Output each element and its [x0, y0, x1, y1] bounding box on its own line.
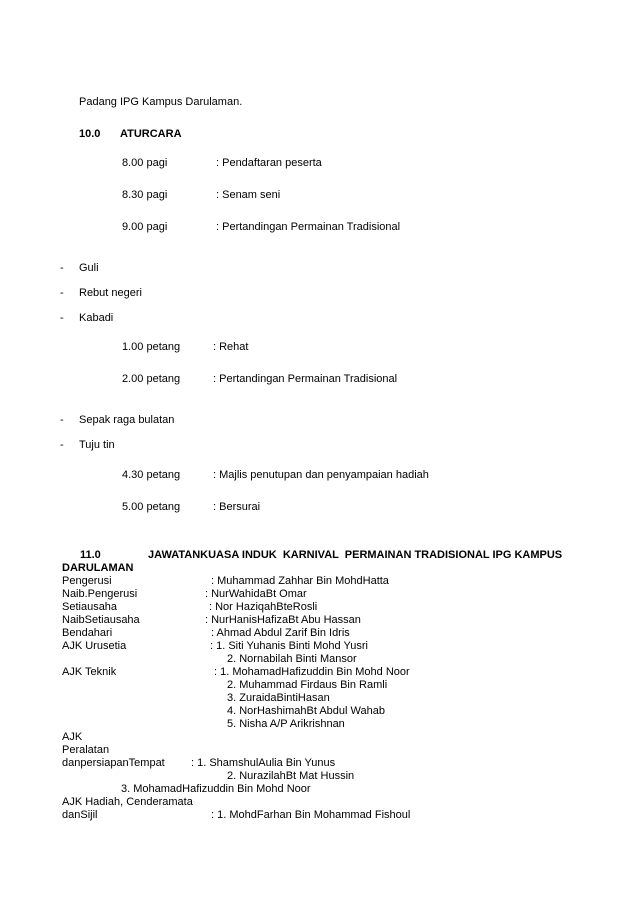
role-value: 2. NurazilahBt Mat Hussin — [227, 770, 355, 782]
list-bullet: - — [60, 287, 64, 299]
schedule-time: 8.30 pagi — [122, 189, 168, 201]
role-label: Pengerusi — [62, 575, 112, 587]
role-label: AJK Hadiah, Cenderamata — [62, 796, 193, 808]
section-11-title: JAWATANKUASA INDUK KARNIVAL PERMAINAN TRADISIONAL IPG KAMPUS — [148, 549, 563, 561]
list-item: Guli — [79, 262, 99, 274]
schedule-desc: : Bersurai — [213, 501, 261, 513]
section-11-title-cont: DARULAMAN — [62, 562, 134, 574]
role-value: : 1. Siti Yuhanis Binti Mohd Yusri — [210, 640, 368, 652]
schedule-desc: : Majlis penutupan dan penyampaian hadiah — [213, 469, 429, 481]
role-value: 2. Nornabilah Binti Mansor — [227, 653, 357, 665]
role-label: Naib.Pengerusi — [62, 588, 138, 600]
role-value: : NurWahidaBt Omar — [205, 588, 307, 600]
role-label: Setiausaha — [62, 601, 118, 613]
role-label: AJK — [62, 731, 83, 743]
role-value: 3. MohamadHafizuddin Bin Mohd Noor — [121, 783, 311, 795]
role-label: AJK Urusetia — [62, 640, 127, 652]
role-value: : 1. MohamadHafizuddin Bin Mohd Noor — [214, 666, 410, 678]
role-label: Peralatan — [62, 744, 110, 756]
role-value: : NurHanisHafizaBt Abu Hassan — [205, 614, 361, 626]
role-value: 4. NorHashimahBt Abdul Wahab — [227, 705, 385, 717]
schedule-time: 4.30 petang — [122, 469, 181, 481]
schedule-desc: : Rehat — [213, 341, 249, 353]
role-label: danpersiapanTempat — [62, 757, 165, 769]
schedule-time: 1.00 petang — [122, 341, 181, 353]
role-value: 5. Nisha A/P Arikrishnan — [227, 718, 345, 730]
role-value: : 1. MohdFarhan Bin Mohammad Fishoul — [211, 809, 411, 821]
list-bullet: - — [60, 312, 64, 324]
role-value: : Nor HaziqahBteRosli — [209, 601, 318, 613]
list-bullet: - — [60, 439, 64, 451]
role-label: NaibSetiausaha — [62, 614, 140, 626]
schedule-time: 9.00 pagi — [122, 221, 168, 233]
role-value: : Muhammad Zahhar Bin MohdHatta — [211, 575, 389, 587]
list-item: Kabadi — [79, 312, 114, 324]
schedule-desc: : Pertandingan Permainan Tradisional — [216, 221, 401, 233]
role-value: 3. ZuraidaBintiHasan — [227, 692, 330, 704]
section-10-number: 10.0 — [79, 128, 101, 140]
role-value: : 1. ShamshulAulia Bin Yunus — [191, 757, 336, 769]
intro-line: Padang IPG Kampus Darulaman. — [79, 96, 243, 108]
list-bullet: - — [60, 262, 64, 274]
list-item: Rebut negeri — [79, 287, 142, 299]
role-value: 2. Muhammad Firdaus Bin Ramli — [227, 679, 388, 691]
section-11-number: 11.0 — [80, 549, 101, 561]
schedule-time: 2.00 petang — [122, 373, 181, 385]
list-item: Tuju tin — [79, 439, 115, 451]
role-value: : Ahmad Abdul Zarif Bin Idris — [211, 627, 350, 639]
schedule-desc: : Pertandingan Permainan Tradisional — [213, 373, 398, 385]
section-10-title: ATURCARA — [120, 128, 182, 140]
list-bullet: - — [60, 414, 64, 426]
role-label: AJK Teknik — [62, 666, 117, 678]
schedule-time: 5.00 petang — [122, 501, 181, 513]
schedule-desc: : Senam seni — [216, 189, 281, 201]
schedule-time: 8.00 pagi — [122, 157, 168, 169]
list-item: Sepak raga bulatan — [79, 414, 175, 426]
role-label: Bendahari — [62, 627, 113, 639]
role-label: danSijil — [62, 809, 98, 821]
schedule-desc: : Pendaftaran peserta — [216, 157, 322, 169]
